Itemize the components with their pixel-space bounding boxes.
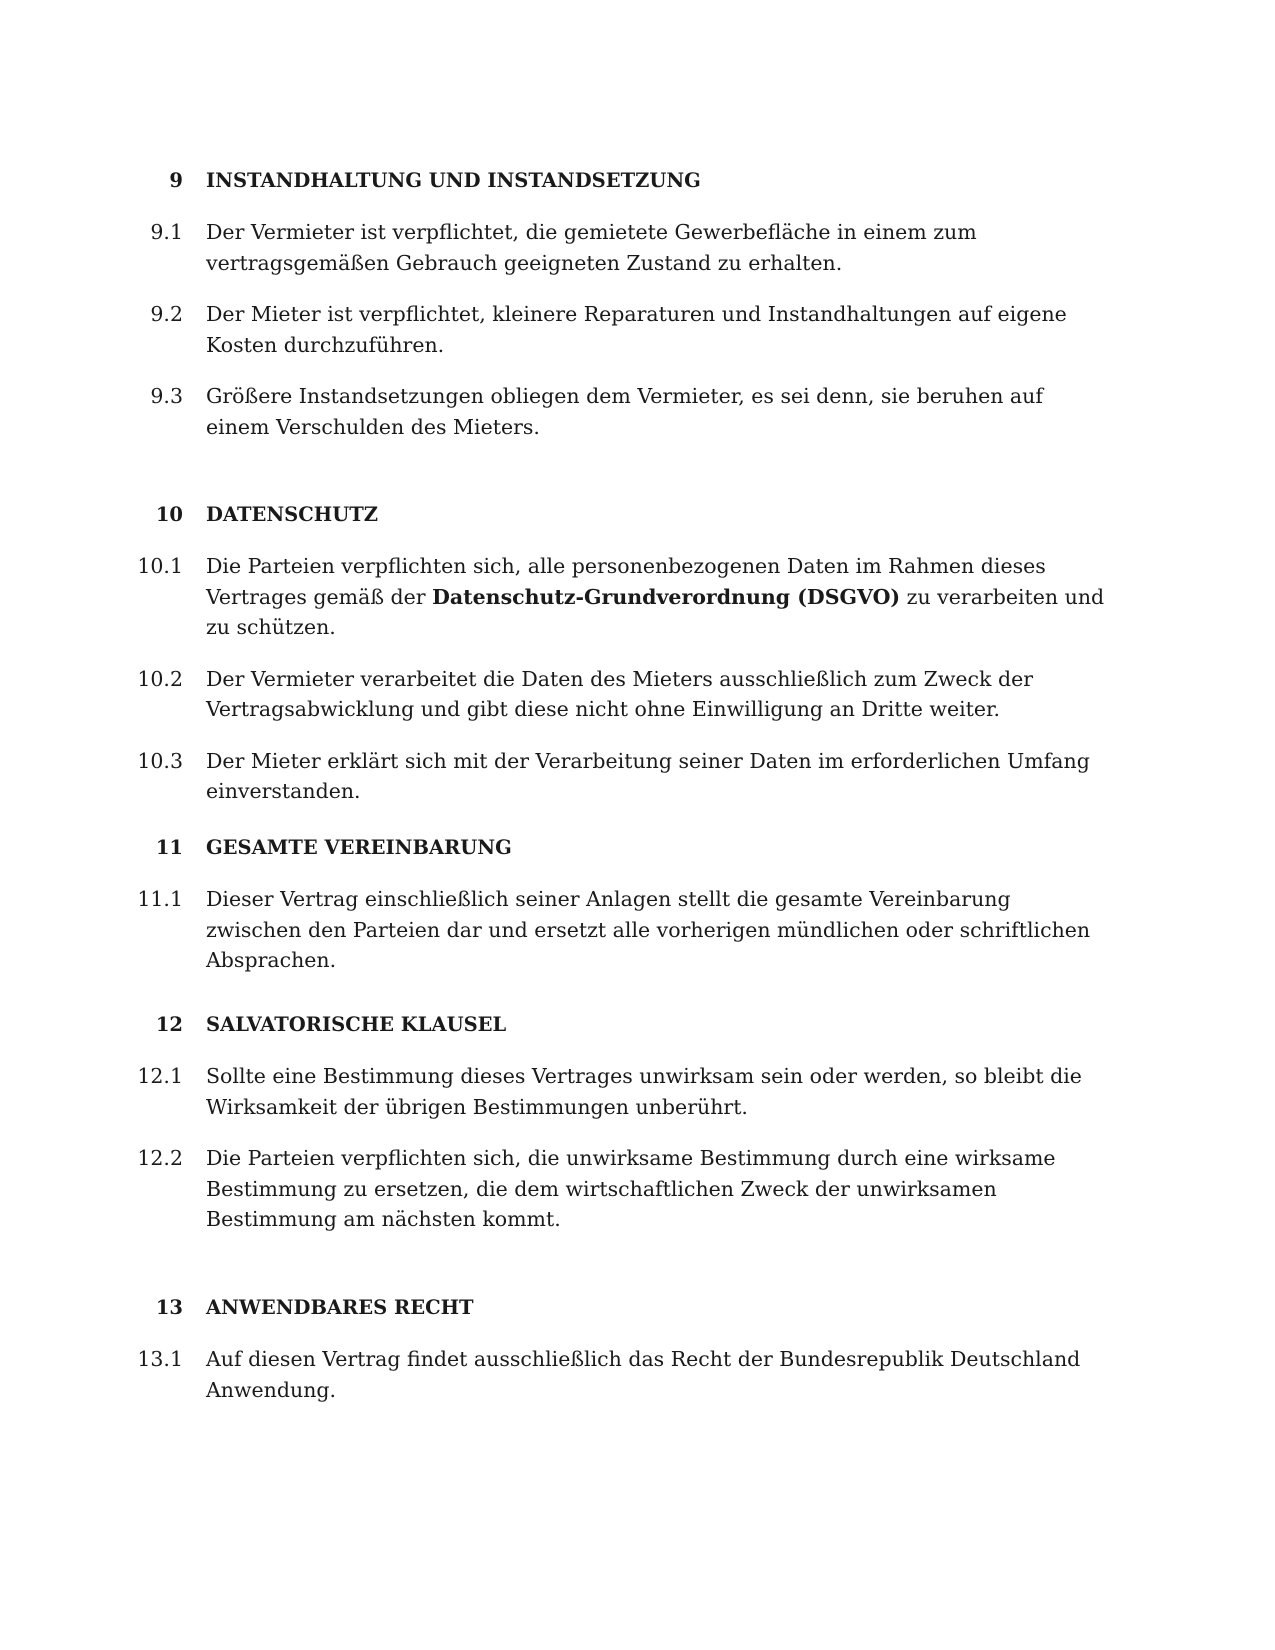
section-10 [0, 500, 1275, 807]
section-11 [0, 833, 1275, 976]
section-heading [0, 1010, 1275, 1041]
clause-item [0, 746, 1275, 807]
section-number: 12 [155, 1013, 183, 1036]
clause-item [0, 1061, 1275, 1122]
clause-text-part: Die Parteien verpflichten sich, alle personenbezogenen Daten im Rahmen dieses Vertrages gemäß der [206, 554, 1046, 609]
clause-item [0, 217, 1275, 278]
section-title: GESAMTE VEREINBARUNG [206, 836, 512, 859]
section-number: 9 [169, 169, 183, 192]
clause-number: 12.1 [137, 1064, 183, 1088]
clause-text: Der Mieter erklärt sich mit der Verarbeitung seiner Daten im erforderlichen Umfang einverstanden. [206, 748, 1090, 803]
section-number: 10 [155, 503, 183, 526]
clause-item [0, 381, 1275, 442]
clause-number: 12.2 [137, 1146, 183, 1170]
clause-text: Der Vermieter ist verpflichtet, die gemietete Gewerbefläche in einem zum vertragsgemäßen Gebrauch geeigneten Zustand zu erhalten. [206, 220, 977, 275]
clause-item [0, 1344, 1275, 1405]
clause-item [0, 299, 1275, 360]
clause-text: Die Parteien verpflichten sich, die unwirksame Bestimmung durch eine wirksame Bestimmung zu ersetzen, die dem wirtschaftlichen Zweck der unwirksamen Bestimmung am nächsten kommt. [206, 1146, 1056, 1231]
dsgvo-emphasis: Datenschutz-Grundverordnung (DSGVO) [432, 584, 901, 609]
section-heading [0, 833, 1275, 864]
clause-text-part: zu verarbeiten und zu schützen. [206, 584, 1105, 639]
clause-item [0, 884, 1275, 976]
clause-text: Dieser Vertrag einschließlich seiner Anlagen stellt die gesamte Vereinbarung zwischen den Parteien dar und ersetzt alle vorherigen mündlichen oder schriftlichen Absprachen. [206, 887, 1091, 972]
section-number: 11 [155, 836, 183, 859]
clause-item [0, 1143, 1275, 1235]
section-9 [0, 166, 1275, 442]
section-title: SALVATORISCHE KLAUSEL [206, 1013, 507, 1036]
clause-text: Auf diesen Vertrag findet ausschließlich das Recht der Bundesrepublik Deutschland Anwendung. [206, 1347, 1081, 1402]
clause-number: 13.1 [137, 1347, 183, 1371]
clause-text: Größere Instandsetzungen obliegen dem Vermieter, es sei denn, sie beruhen auf einem Verschulden des Mieters. [206, 384, 1043, 439]
section-12 [0, 1010, 1275, 1235]
clause-number: 10.2 [137, 666, 183, 691]
clause-item [0, 551, 1275, 643]
section-title: DATENSCHUTZ [206, 503, 378, 526]
section-title: INSTANDHALTUNG UND INSTANDSETZUNG [206, 169, 701, 192]
section-heading [0, 1293, 1275, 1324]
clause-number: 9.3 [150, 384, 183, 408]
clause-item [0, 664, 1275, 725]
clause-text: Sollte eine Bestimmung dieses Vertrages unwirksam sein oder werden, so bleibt die Wirksamkeit der übrigen Bestimmungen unberührt. [206, 1064, 1082, 1119]
clause-number: 10.3 [137, 748, 183, 773]
section-heading [0, 500, 1275, 531]
clause-text [206, 551, 1106, 643]
clause-text: Der Vermieter verarbeitet die Daten des Mieters ausschließlich zum Zweck der Vertragsabwicklung und gibt diese nicht ohne Einwilligung an Dritte weiter. [206, 666, 1034, 721]
section-13 [0, 1293, 1275, 1405]
clause-number: 9.1 [150, 220, 183, 244]
clause-text: Der Mieter ist verpflichtet, kleinere Reparaturen und Instandhaltungen auf eigene Kosten durchzuführen. [206, 302, 1067, 357]
section-title: ANWENDBARES RECHT [206, 1296, 474, 1319]
section-number: 13 [155, 1296, 183, 1319]
section-heading [0, 166, 1275, 197]
clause-number: 11.1 [137, 887, 183, 911]
clause-number: 9.2 [150, 302, 183, 326]
clause-number: 10.1 [137, 554, 183, 578]
